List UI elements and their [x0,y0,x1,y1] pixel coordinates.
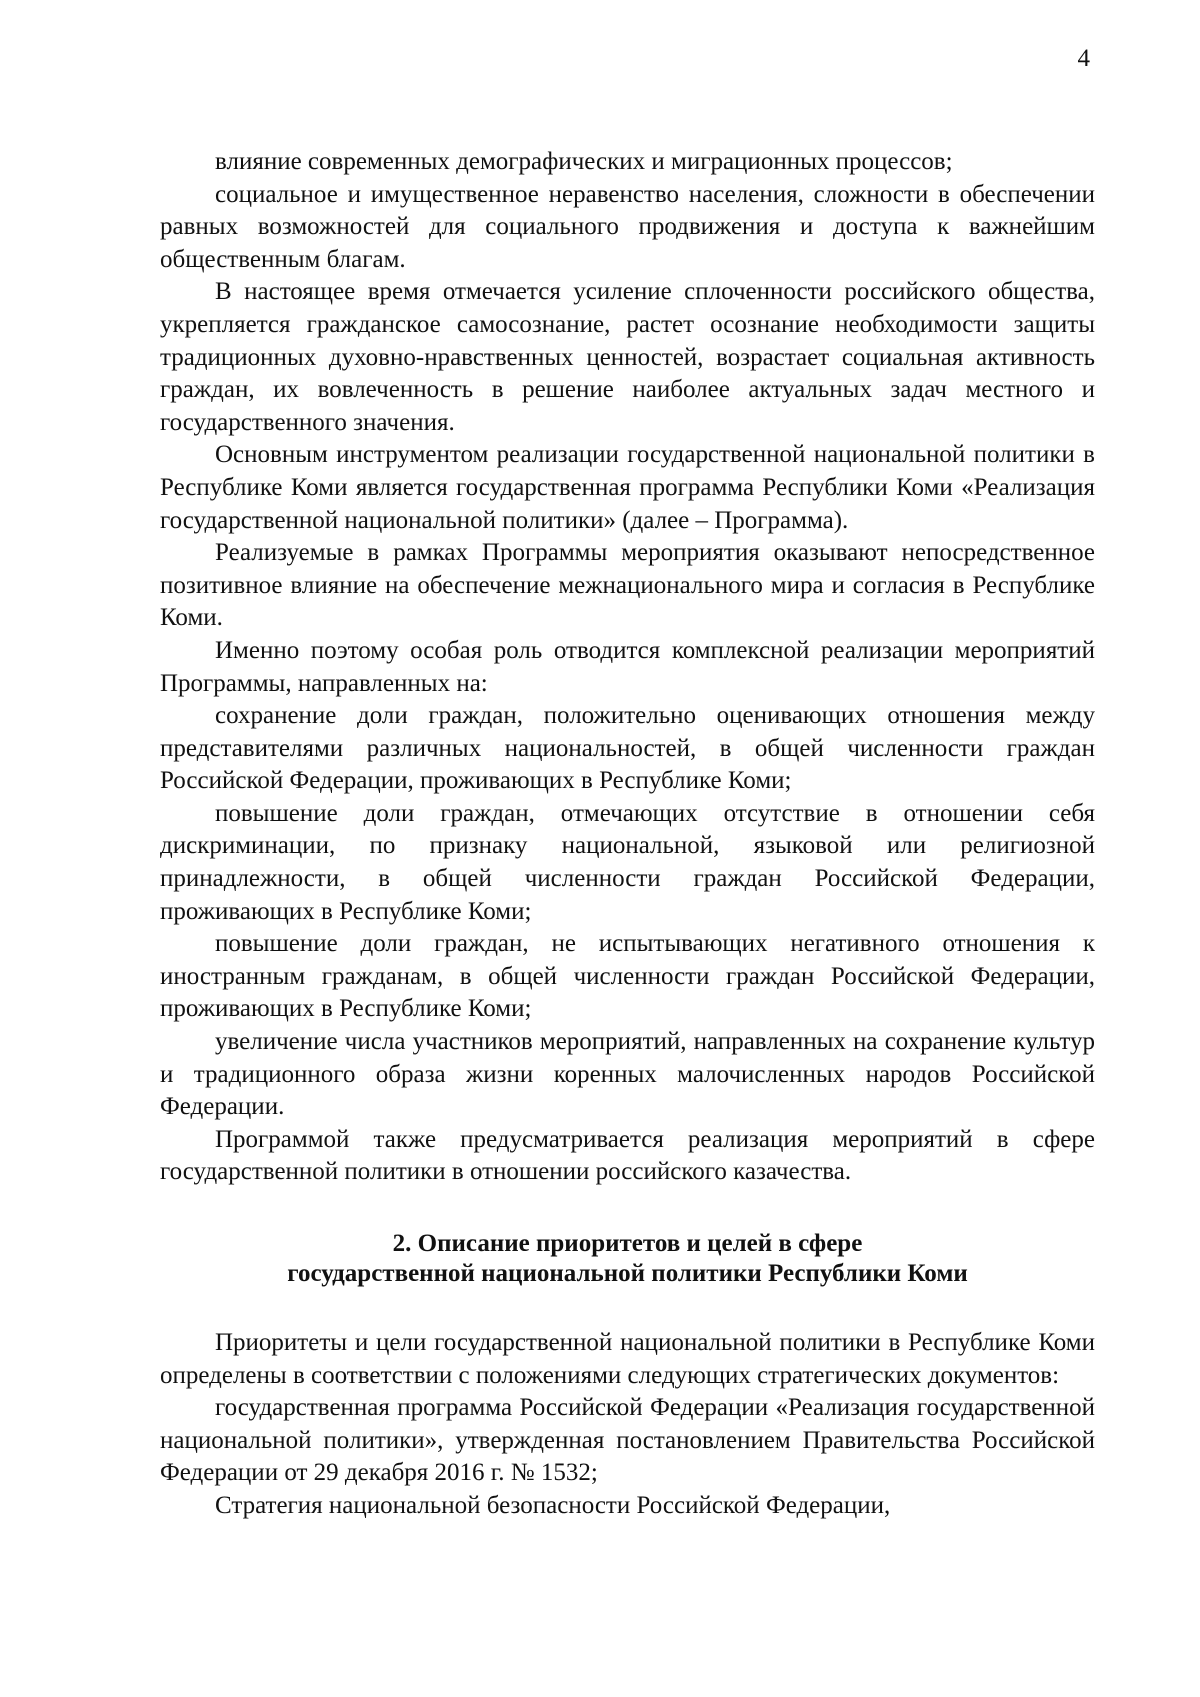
section-heading [160,1229,1095,1289]
paragraph: Приоритеты и цели государственной национальной политики в Республике Коми определены в соответствии с положениями следующих стратегических документов: [160,1329,1095,1389]
paragraph: повышение доли граждан, отмечающих отсутствие в отношении себя дискриминации, по признаку национальной, языковой или религиозной принадлежности, в общей численности граждан Российской Федерации, проживающих в Республике Коми; [160,799,1095,925]
paragraph: государственная программа Российской Федерации «Реализация государственной национальной политики», утвержденная постановлением Правительства Российской Федерации от 29 декабря 2016 г. № 1532; [160,1394,1095,1487]
paragraph: социальное и имущественное неравенство населения, сложности в обеспечении равных возможностей для социального продвижения и доступа к важнейшим общественным благам. [160,180,1095,273]
paragraph: Именно поэтому особая роль отводится комплексной реализации мероприятий Программы, направленных на: [160,636,1095,697]
paragraph: Реализуемые в рамках Программы мероприятия оказывают непосредственное позитивное влияние на обеспечение межнационального мира и согласия в Республике Коми. [160,539,1095,632]
paragraph: увеличение числа участников мероприятий, направленных на сохранение культур и традиционного образа жизни коренных малочисленных народов Российской Федерации. [160,1028,1095,1121]
paragraph: Стратегия национальной безопасности Российской Федерации, [215,1491,891,1519]
page-number: 4 [1077,45,1090,72]
paragraph: Программой также предусматривается реализация мероприятий в сфере государственной политики в отношении российского казачества. [160,1125,1095,1186]
section-heading-line: 2. Описание приоритетов и целей в сфере [392,1230,863,1257]
paragraph: В настоящее время отмечается усиление сплоченности российского общества, укрепляется гражданское самосознание, растет осознание необходимости защиты традиционных духовно-нравственных ценностей, возрастает социальная активность граждан, их вовлеченность в решение наиболее актуальных задач местного и государственного значения. [160,278,1095,436]
paragraph: сохранение доли граждан, положительно оценивающих отношения между представителями различных национальностей, в общей численности граждан Российской Федерации, проживающих в Республике Коми; [160,702,1095,795]
paragraph: Основным инструментом реализации государственной национальной политики в Республике Коми является государственная программа Республики Коми «Реализация государственной национальной политики» (далее – Программа). [160,441,1095,534]
section-heading-line: государственной национальной политики Республики Коми [287,1260,968,1287]
paragraph: повышение доли граждан, не испытывающих негативного отношения к иностранным гражданам, в общей численности граждан Российской Федерации, проживающих в Республике Коми; [160,930,1095,1023]
document-body [160,146,1095,1523]
paragraph: влияние современных демографических и миграционных процессов; [215,148,953,175]
